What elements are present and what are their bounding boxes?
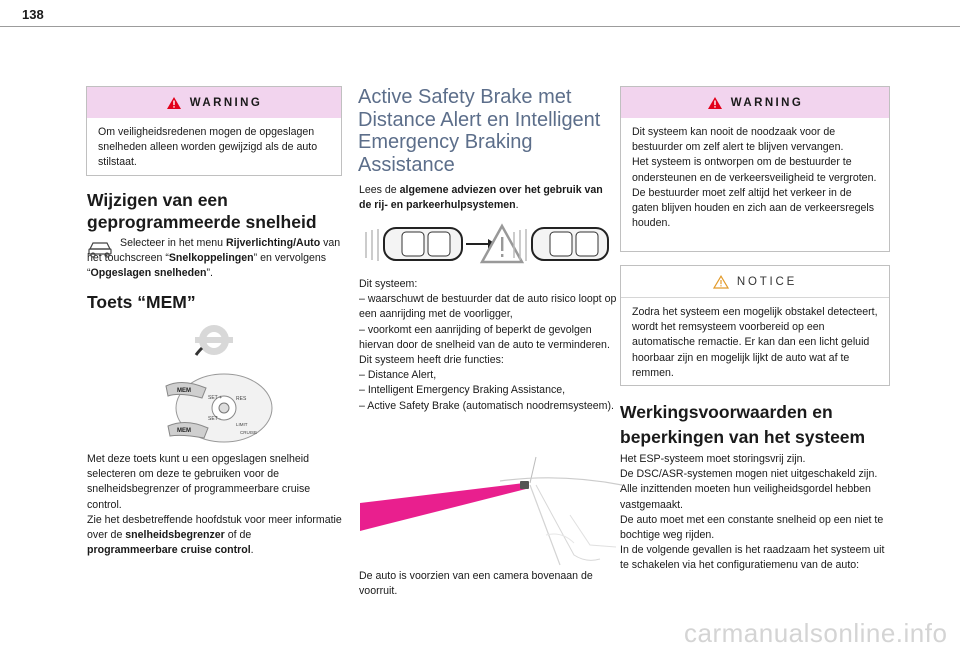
section-title-conditions: Werkingsvoorwaarden en beperkingen van het systeem [620,402,866,447]
collision-warning-figure [362,220,614,270]
notice-header [621,266,889,298]
set-plus-label: SET + [208,395,222,401]
warning-box-left [86,86,342,176]
windscreen-camera-figure [360,455,622,567]
limit-label: LIMIT [236,422,248,427]
warning-header [87,87,341,118]
notice-box [620,265,890,386]
system-line: – waarschuwt de bestuurder dat de auto risico loopt op een aanrijding met de voorligger, [359,293,617,321]
condition-line: Alle inzittenden moeten hun veiligheidsgordel hebben vastgemaakt. [620,483,871,511]
mem-title: Toets “MEM” [87,292,196,312]
notice-label: NOTICE [736,275,798,288]
mem-paragraph-2: Zie het desbetreffende hoofdstuk voor meer informatie over de snelheidsbegrenzer of de programmeerbare cruise control. [87,513,342,557]
set-minus-label: SET - [208,416,221,422]
warning-header [621,87,889,118]
conditions-text [620,452,888,574]
mem-label-bottom: MEM [177,428,191,434]
section-title-speed: Wijzigen van een geprogrammeerde snelheid [87,190,317,232]
mem-paragraph-1: Met deze toets kunt u een opgeslagen snelheid selecteren om deze te gebruiken voor de snelheidsbegrenzer of programmeerbare cruise control. [87,453,311,511]
warning-label: WARNING [730,96,804,109]
warning-box-right [620,86,890,252]
condition-line: De DSC/ASR-systemen mogen niet uitgeschakeld zijn. [620,468,878,481]
system-description [359,277,621,414]
warning-label: WARNING [189,96,263,109]
watermark: carmanualsonline.info [684,618,948,648]
warning-triangle-icon [707,96,723,110]
res-label: RES [236,396,247,402]
touchscreen-icon [87,238,113,260]
condition-line: De auto moet met een constante snelheid op een niet te bochtige weg rijden. [620,513,884,542]
cruise-control-stalk-figure [162,370,274,448]
camera-caption: De auto is voorzien van een camera bovenaan de voorruit. [359,570,593,598]
system-line: Dit systeem heeft drie functies: [359,354,504,367]
warning-text: Om veiligheidsredenen mogen de opgeslagen snelheden alleen worden gewijzigd als de auto stilstaat. [98,126,318,169]
condition-line: In de volgende gevallen is het raadzaam het systeem uit te schakelen via het configuratiemenu van de auto: [620,544,885,572]
system-line: – Intelligent Emergency Braking Assistance, [359,384,566,397]
cruise-label: CRUISE [240,430,258,435]
warning-line: Dit systeem kan nooit de noodzaak voor de bestuurder om zelf alert te blijven vervangen. [632,126,844,154]
notice-text: Zodra het systeem een mogelijk obstakel detecteert, wordt het remsysteem voorbereid op een automatische remactie. Er kan dan een licht geluid hoorbaar zijn en mogelijk lijkt de auto wat af te remmen. [632,306,878,379]
system-line: – Active Safety Brake (automatisch noodremsysteem). [359,399,614,412]
warning-line: Het systeem is ontworpen om de bestuurder te ondersteunen en de verkeersveiligheid te vergroten. [632,156,877,184]
mem-description [87,452,343,558]
system-line: – Distance Alert, [359,369,437,382]
warning-triangle-icon [166,96,182,110]
system-line: Dit systeem: [359,278,418,290]
active-safety-brake-title: Active Safety Brake met Distance Alert en Intelligent Emergency Braking Assistance [358,86,601,176]
steering-wheel-icon [192,322,236,358]
notice-triangle-icon [713,275,729,289]
top-divider [0,26,960,27]
touchscreen-text: Selecteer in het menu Rijverlichting/Auto van het touchscreen “Snelkoppelingen” en vervolgens “Opgeslagen snelheden”. [87,237,341,280]
touchscreen-instruction [87,236,343,282]
page-number: 138 [22,7,44,22]
condition-line: Het ESP-systeem moet storingsvrij zijn. [620,453,806,465]
warning-line: De bestuurder moet zelf altijd het verkeer in de gaten blijven houden en zich aan de verkeersregels houden. [632,186,875,230]
intro-text: Lees de algemene adviezen over het gebruik van de rij- en parkeerhulpsystemen. [359,184,603,212]
mem-label-top: MEM [177,388,191,394]
system-line: – voorkomt een aanrijding of beperkt de gevolgen hiervan door de snelheid van de auto te verminderen. [359,323,610,351]
